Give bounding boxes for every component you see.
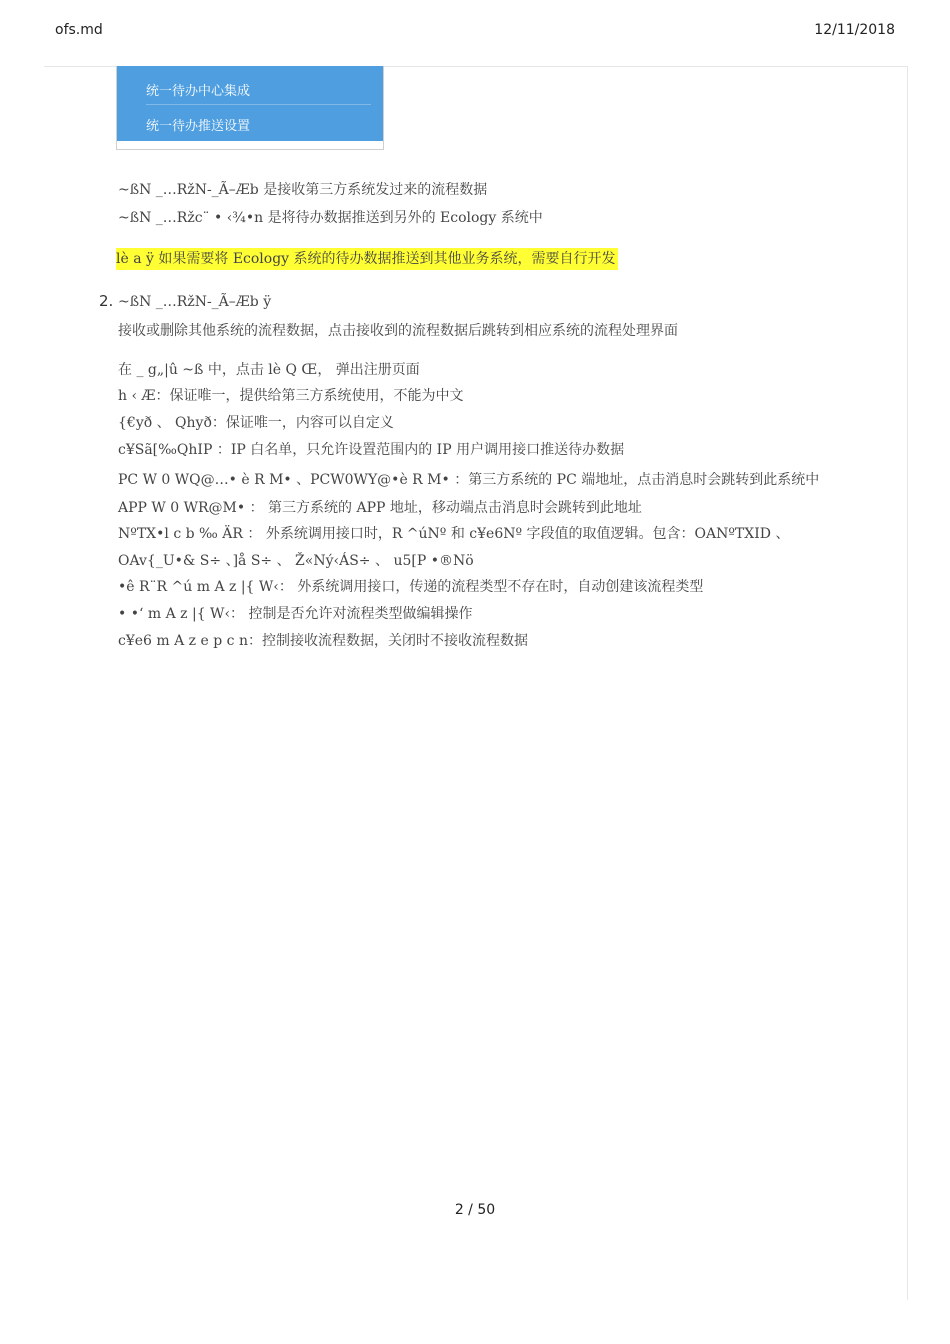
document-date: 12/11/2018: [814, 22, 895, 38]
field-line-user-logic-options: OAv{_U•& S÷ 、]å S÷ 、 Ž«Ný‹ÁS÷ 、 u5[P •®Nö: [118, 553, 474, 569]
field-line-auto-create: •ê R¨R ^ú m A z |{ W‹： 外系统调用接口，传递的流程类型不存在时，自动创建该流程类型: [118, 579, 704, 595]
list-item-description: 接收或删除其他系统的流程数据，点击接收到的流程数据后跳转到相应系统的流程处理界面: [118, 323, 678, 339]
highlighted-note: lè a ÿ 如果需要将 Ecology 系统的待办数据推送到其他业务系统，需要自行开发: [116, 248, 618, 270]
field-line-user-logic: NºTX•l c b ‰ ÄR ： 外系统调用接口时，R ^úNº 和 c¥e6Nº 字段值的取值逻辑。包含：OANºTXID 、: [118, 526, 790, 542]
page-edge-divider: [907, 66, 908, 1300]
list-item-title: ~ßN _…RžN-_Ã–Æb ÿ: [118, 294, 272, 310]
text-line-receive: ~ßN _…RžN-_Ã–Æb 是接收第三方系统发过来的流程数据: [118, 182, 488, 198]
menu-panel: [117, 66, 383, 141]
field-line-identifier: h ‹ Æ：保证唯一，提供给第三方系统使用，不能为中文: [118, 388, 464, 404]
menu-divider: [146, 104, 371, 105]
field-line-register: 在 _ g„|û ~ß 中，点击 lè Q Œ， 弹出注册页面: [118, 362, 420, 378]
field-line-pc-address: PC W 0 WQ@…• è R M• 、PCW0WY@•è R M• ：第三方系统的 PC 端地址，点击消息时会跳转到此系统中: [118, 472, 820, 488]
document-filename: ofs.md: [55, 22, 103, 38]
menu-item-todo-center-integration: 统一待办中心集成: [146, 84, 251, 99]
field-line-ip-whitelist: c¥Sã[‰QhIP ：IP 白名单，只允许设置范围内的 IP 用户调用接口推送待办数据: [118, 442, 625, 458]
text-line-push: ~ßN _…Ržc¨ • ‹¾•n 是将待办数据推送到另外的 Ecology 系统中: [118, 210, 543, 226]
field-line-name: {€yð 、 Qhyð：保证唯一，内容可以自定义: [118, 415, 394, 431]
screenshot-menu-image: [116, 66, 384, 150]
menu-item-todo-push-settings: 统一待办推送设置: [146, 119, 251, 134]
page-number: 2 / 50: [454, 1202, 496, 1218]
field-line-edit-allowed: • •‘ m A z |{ W‹： 控制是否允许对流程类型做编辑操作: [118, 606, 473, 622]
list-number: 2.: [99, 292, 114, 310]
field-line-app-address: APP W 0 WR@M• ： 第三方系统的 APP 地址，移动端点击消息时会跳转到此地址: [118, 500, 642, 516]
field-line-receive-switch: c¥e6 m A z e p c n：控制接收流程数据，关闭时不接收流程数据: [118, 633, 528, 649]
